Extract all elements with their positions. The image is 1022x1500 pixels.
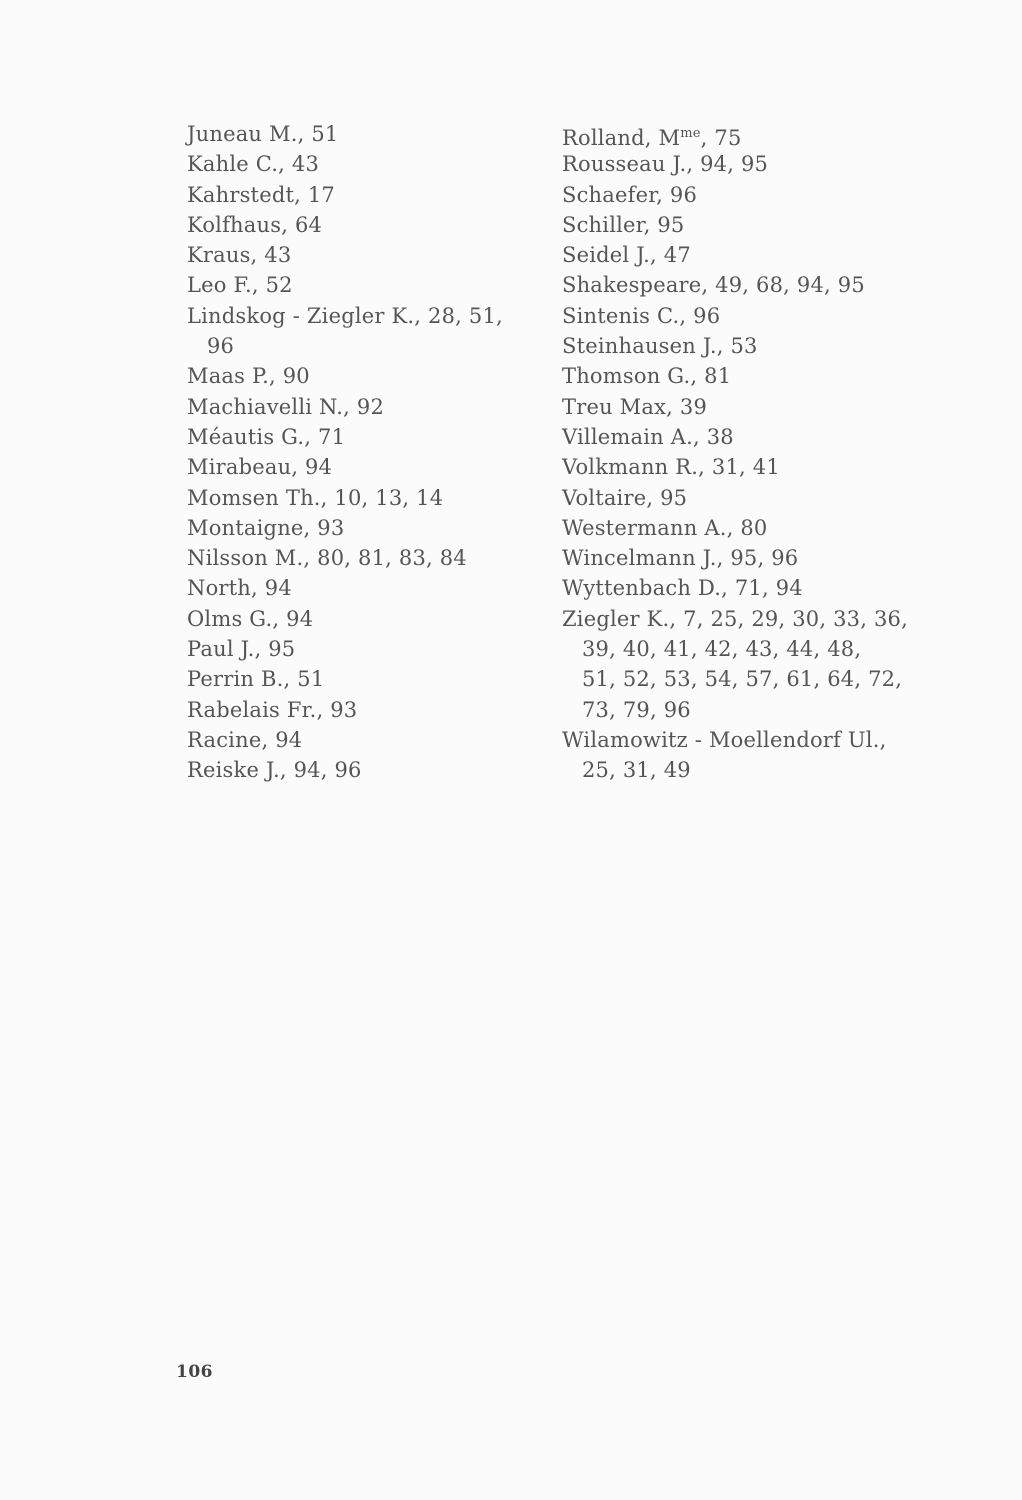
index-entry: Villemain A., 38 [562,424,734,449]
index-entry: Racine, 94 [187,727,303,752]
index-entry-name: Rolland, M [562,126,681,150]
index-entry: Thomson G., 81 [562,364,732,389]
index-entry: Steinhausen J., 53 [562,334,758,359]
index-entry: North, 94 [187,576,292,601]
index-entry: Sintenis C., 96 [562,303,721,328]
index-entry-pages: , 75 [700,126,742,150]
index-entry: Schaefer, 96 [562,182,698,207]
index-entry-continuation: 73, 79, 96 [582,697,691,722]
index-entry: Wilamowitz - Moellendorf Ul., [562,727,887,752]
index-entry: Mirabeau, 94 [187,455,333,480]
index-entry-continuation: 96 [207,334,235,359]
index-entry: Schiller, 95 [562,212,685,237]
index-entry: Rabelais Fr., 93 [187,697,358,722]
index-entry: Olms G., 94 [187,606,314,631]
index-entry-continuation: 51, 52, 53, 54, 57, 61, 64, 72, [582,667,903,692]
index-entry: Ziegler K., 7, 25, 29, 30, 33, 36, [562,606,908,631]
index-entry-continuation: 39, 40, 41, 42, 43, 44, 48, [582,637,862,662]
index-entry [562,119,942,149]
index-entry: Paul J., 95 [187,637,296,662]
index-entry: Reiske J., 94, 96 [187,758,362,783]
index-entry: Kahle C., 43 [187,152,320,177]
index-left-column [187,119,527,786]
index-entry: Shakespeare, 49, 68, 94, 95 [562,273,865,298]
page-number: 106 [176,1362,213,1382]
index-entry: Juneau M., 51 [187,122,339,146]
index-entry: Kraus, 43 [187,243,292,268]
index-entry: Wyttenbach D., 71, 94 [562,576,803,601]
index-entry: Maas P., 90 [187,364,310,389]
index-entry: Méautis G., 71 [187,424,346,449]
index-entry: Nilsson M., 80, 81, 83, 84 [187,546,467,571]
index-entry: Westermann A., 80 [562,515,768,540]
index-entry: Perrin B., 51 [187,667,325,692]
index-entry: Treu Max, 39 [562,394,708,419]
index-entry: Kolfhaus, 64 [187,212,323,237]
index-entry: Voltaire, 95 [562,485,688,510]
index-entry-continuation: 25, 31, 49 [582,758,691,783]
index-entry: Lindskog - Ziegler K., 28, 51, [187,303,503,328]
superscript-me: me [680,126,701,141]
index-entry: Machiavelli N., 92 [187,394,385,419]
index-right-column [562,119,942,786]
index-entry: Volkmann R., 31, 41 [562,455,780,480]
index-entry: Wincelmann J., 95, 96 [562,546,799,571]
index-entry: Montaigne, 93 [187,515,345,540]
index-entry: Kahrstedt, 17 [187,182,335,207]
index-entry: Seidel J., 47 [562,243,691,268]
index-entry: Leo F., 52 [187,273,293,298]
index-entry: Momsen Th., 10, 13, 14 [187,485,444,510]
index-entry: Rousseau J., 94, 95 [562,152,769,177]
